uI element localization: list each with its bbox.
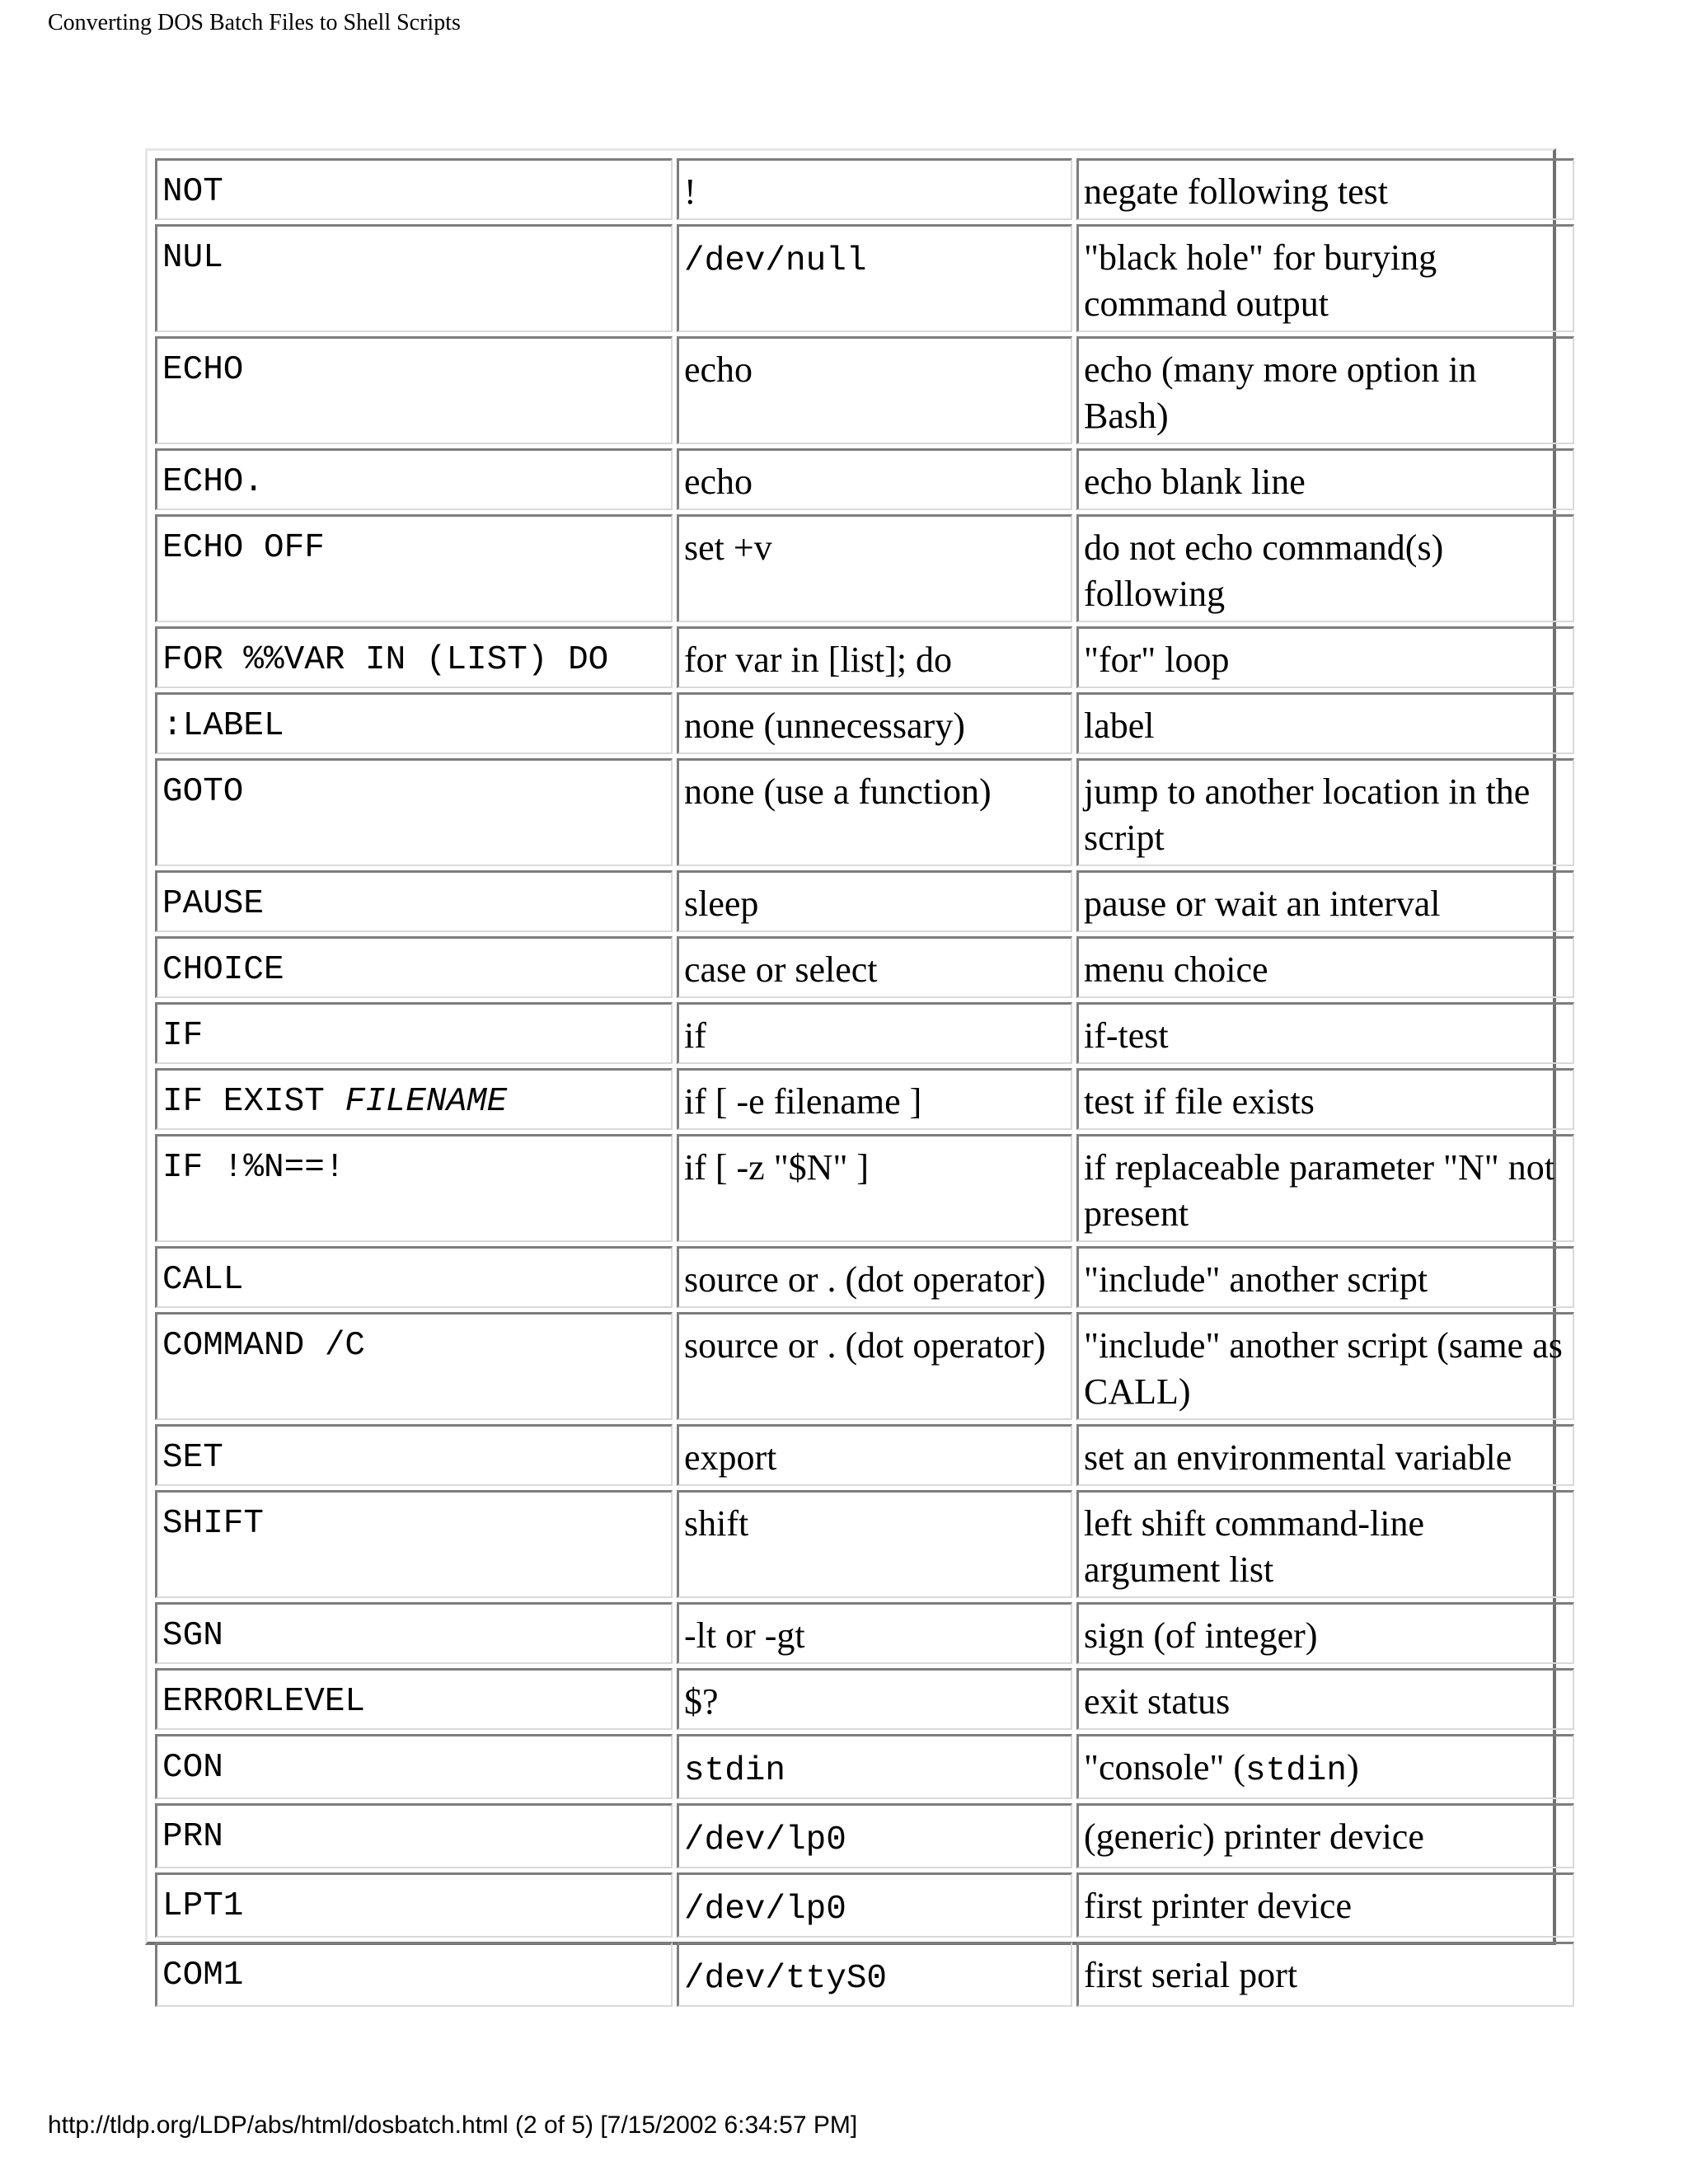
shell-equivalent-cell (677, 1490, 1072, 1598)
meaning-cell (1076, 1068, 1574, 1130)
dos-command-cell (155, 336, 673, 444)
meaning-cell (1076, 626, 1574, 688)
meaning-text: first serial port (1084, 1955, 1298, 1995)
meaning-cell (1076, 1942, 1574, 2007)
table-row (155, 758, 1574, 866)
dos-command-cell (155, 1734, 673, 1799)
dos-command-cell (155, 1002, 673, 1064)
dos-command-text: PAUSE (162, 885, 265, 923)
table-row (155, 1602, 1574, 1664)
meaning-cell (1076, 448, 1574, 510)
meaning-cell (1076, 1424, 1574, 1486)
meaning-cell (1076, 1490, 1574, 1598)
shell-equivalent-text: shift (684, 1503, 749, 1544)
meaning-cell (1076, 870, 1574, 932)
shell-equivalent-text: sleep (684, 883, 759, 924)
dos-command-text: NUL (162, 239, 223, 277)
table-row (155, 870, 1574, 932)
table-row (155, 1668, 1574, 1730)
meaning-text-tail: ) (1347, 1747, 1359, 1788)
shell-equivalent-cell (677, 1246, 1072, 1308)
dos-command-text: SET (162, 1439, 223, 1477)
shell-equivalent-text: none (use a function) (684, 771, 992, 812)
meaning-text: jump to another location in the script (1084, 771, 1531, 858)
meaning-text: pause or wait an interval (1084, 883, 1441, 924)
dos-command-text: CHOICE (162, 951, 284, 989)
shell-equivalent-text: case or select (684, 949, 878, 990)
meaning-cell (1076, 1246, 1574, 1308)
meaning-text: "black hole" for burying command output (1084, 237, 1437, 324)
shell-equivalent-text: ! (684, 171, 696, 212)
shell-equivalent-cell (677, 1668, 1072, 1730)
meaning-text: "for" loop (1084, 640, 1230, 680)
meaning-cell (1076, 758, 1574, 866)
meaning-cell (1076, 1668, 1574, 1730)
table-row (155, 1872, 1574, 1938)
dos-command-cell (155, 1872, 673, 1938)
meaning-cell (1076, 514, 1574, 622)
shell-equivalent-cell (677, 1734, 1072, 1799)
shell-equivalent-text: set +v (684, 527, 772, 568)
meaning-text: if replaceable parameter "N" not present (1084, 1147, 1554, 1234)
shell-equivalent-text: /dev/lp0 (684, 1891, 846, 1929)
shell-equivalent-cell (677, 1803, 1072, 1868)
dos-command-text: CON (162, 1749, 223, 1787)
dos-command-cell (155, 1803, 673, 1868)
shell-equivalent-text: if [ -e filename ] (684, 1081, 922, 1122)
shell-equivalent-text: if (684, 1015, 706, 1056)
dos-command-cell (155, 514, 673, 622)
dos-command-text: ECHO OFF (162, 529, 325, 567)
meaning-text: sign (of integer) (1084, 1615, 1318, 1656)
shell-equivalent-text: none (unnecessary) (684, 705, 965, 746)
shell-equivalent-text: -lt or -gt (684, 1615, 805, 1656)
meaning-cell (1076, 1803, 1574, 1868)
meaning-cell (1076, 1002, 1574, 1064)
dos-command-text: FOR %%VAR IN (LIST) DO (162, 641, 609, 679)
shell-equivalent-cell (677, 1872, 1072, 1938)
shell-equivalent-cell (677, 448, 1072, 510)
meaning-text: echo (many more option in Bash) (1084, 349, 1477, 436)
dos-command-cell (155, 224, 673, 332)
conversion-table (151, 154, 1578, 2011)
shell-equivalent-cell (677, 1424, 1072, 1486)
page-footer-source: http://tldp.org/LDP/abs/html/dosbatch.html (2 of 5) [7/15/2002 6:34:57 PM] (48, 2111, 858, 2139)
dos-command-text: NOT (162, 173, 223, 211)
dos-command-cell (155, 1602, 673, 1664)
meaning-cell (1076, 1734, 1574, 1799)
meaning-text: menu choice (1084, 949, 1268, 990)
meaning-cell (1076, 336, 1574, 444)
dos-command-text: PRN (162, 1818, 223, 1856)
dos-command-text: IF EXIST (162, 1083, 345, 1121)
dos-command-text: SGN (162, 1617, 223, 1655)
meaning-text: first printer device (1084, 1886, 1352, 1926)
table-row (155, 1312, 1574, 1420)
dos-command-cell (155, 1942, 673, 2007)
conversion-table-frame (145, 148, 1563, 1998)
meaning-cell (1076, 1602, 1574, 1664)
shell-equivalent-cell (677, 758, 1072, 866)
table-row (155, 1734, 1574, 1799)
shell-equivalent-text: source or . (dot operator) (684, 1259, 1046, 1300)
meaning-text: exit status (1084, 1681, 1231, 1722)
dos-command-text: LPT1 (162, 1887, 244, 1925)
shell-equivalent-text: source or . (dot operator) (684, 1325, 1046, 1366)
table-row (155, 692, 1574, 754)
shell-equivalent-cell (677, 336, 1072, 444)
dos-command-cell (155, 936, 673, 998)
meaning-text: "include" another script (1084, 1259, 1428, 1300)
shell-equivalent-text: if [ -z "$N" ] (684, 1147, 870, 1188)
dos-command-cell (155, 626, 673, 688)
meaning-cell (1076, 692, 1574, 754)
shell-equivalent-text: export (684, 1437, 777, 1478)
meaning-cell (1076, 158, 1574, 220)
shell-equivalent-cell (677, 1134, 1072, 1242)
shell-equivalent-text: /dev/null (684, 242, 867, 280)
meaning-text: echo blank line (1084, 462, 1306, 502)
table-row (155, 1002, 1574, 1064)
dos-command-cell (155, 1312, 673, 1420)
dos-command-cell (155, 448, 673, 510)
dos-command-cell (155, 692, 673, 754)
table-row (155, 1490, 1574, 1598)
dos-command-cell (155, 1068, 673, 1130)
table-row (155, 1424, 1574, 1486)
shell-equivalent-text: echo (684, 462, 753, 502)
table-row (155, 626, 1574, 688)
table-row (155, 514, 1574, 622)
shell-equivalent-cell (677, 1312, 1072, 1420)
dos-command-cell (155, 758, 673, 866)
meaning-text: (generic) printer device (1084, 1816, 1424, 1857)
meaning-text: test if file exists (1084, 1081, 1315, 1122)
shell-equivalent-cell (677, 692, 1072, 754)
shell-equivalent-cell (677, 514, 1072, 622)
meaning-text: if-test (1084, 1015, 1169, 1056)
shell-equivalent-cell (677, 158, 1072, 220)
shell-equivalent-cell (677, 936, 1072, 998)
shell-equivalent-text: /dev/lp0 (684, 1821, 846, 1859)
table-row (155, 1134, 1574, 1242)
shell-equivalent-cell (677, 1602, 1072, 1664)
table-row (155, 936, 1574, 998)
meaning-cell (1076, 1872, 1574, 1938)
shell-equivalent-cell (677, 870, 1072, 932)
dos-command-text: COM1 (162, 1957, 244, 1994)
dos-command-text: ECHO (162, 351, 244, 389)
meaning-code-text: stdin (1245, 1752, 1348, 1790)
dos-command-cell (155, 158, 673, 220)
dos-command-text: GOTO (162, 773, 244, 811)
dos-command-text: CALL (162, 1261, 244, 1299)
meaning-text: negate following test (1084, 171, 1389, 212)
meaning-text: left shift command-line argument list (1084, 1503, 1424, 1590)
dos-command-text: ERRORLEVEL (162, 1683, 366, 1721)
dos-command-cell (155, 870, 673, 932)
shell-equivalent-cell (677, 626, 1072, 688)
table-row (155, 1942, 1574, 2007)
meaning-cell (1076, 224, 1574, 332)
shell-equivalent-text: echo (684, 349, 753, 390)
table-row (155, 1068, 1574, 1130)
meaning-text: label (1084, 705, 1155, 746)
dos-command-text: :LABEL (162, 707, 284, 745)
dos-command-text: COMMAND /C (162, 1327, 366, 1365)
meaning-cell (1076, 936, 1574, 998)
dos-command-cell (155, 1246, 673, 1308)
conversion-table-body (155, 158, 1574, 2007)
meaning-cell (1076, 1312, 1574, 1420)
dos-command-cell (155, 1668, 673, 1730)
shell-equivalent-text: $? (684, 1681, 719, 1722)
dos-command-text: IF !%N==! (162, 1149, 345, 1187)
shell-equivalent-text: for var in [list]; do (684, 640, 953, 680)
dos-command-placeholder: FILENAME (345, 1083, 508, 1121)
dos-command-text: SHIFT (162, 1505, 265, 1543)
dos-command-cell (155, 1490, 673, 1598)
meaning-cell (1076, 1134, 1574, 1242)
table-row (155, 1246, 1574, 1308)
meaning-text: do not echo command(s) following (1084, 527, 1444, 614)
shell-equivalent-cell (677, 224, 1072, 332)
shell-equivalent-text: /dev/ttyS0 (684, 1960, 888, 1998)
table-row (155, 336, 1574, 444)
table-row (155, 1803, 1574, 1868)
meaning-text: "include" another script (same as CALL) (1084, 1325, 1563, 1412)
page-header-title: Converting DOS Batch Files to Shell Scripts (48, 10, 461, 35)
table-row (155, 448, 1574, 510)
table-row (155, 158, 1574, 220)
shell-equivalent-text: stdin (684, 1752, 786, 1790)
shell-equivalent-cell (677, 1068, 1072, 1130)
table-row (155, 224, 1574, 332)
dos-command-cell (155, 1134, 673, 1242)
dos-command-cell (155, 1424, 673, 1486)
meaning-text: "console" ( (1084, 1747, 1245, 1788)
shell-equivalent-cell (677, 1942, 1072, 2007)
dos-command-text: IF (162, 1017, 204, 1055)
meaning-text: set an environmental variable (1084, 1437, 1512, 1478)
shell-equivalent-cell (677, 1002, 1072, 1064)
dos-command-text: ECHO. (162, 463, 265, 501)
